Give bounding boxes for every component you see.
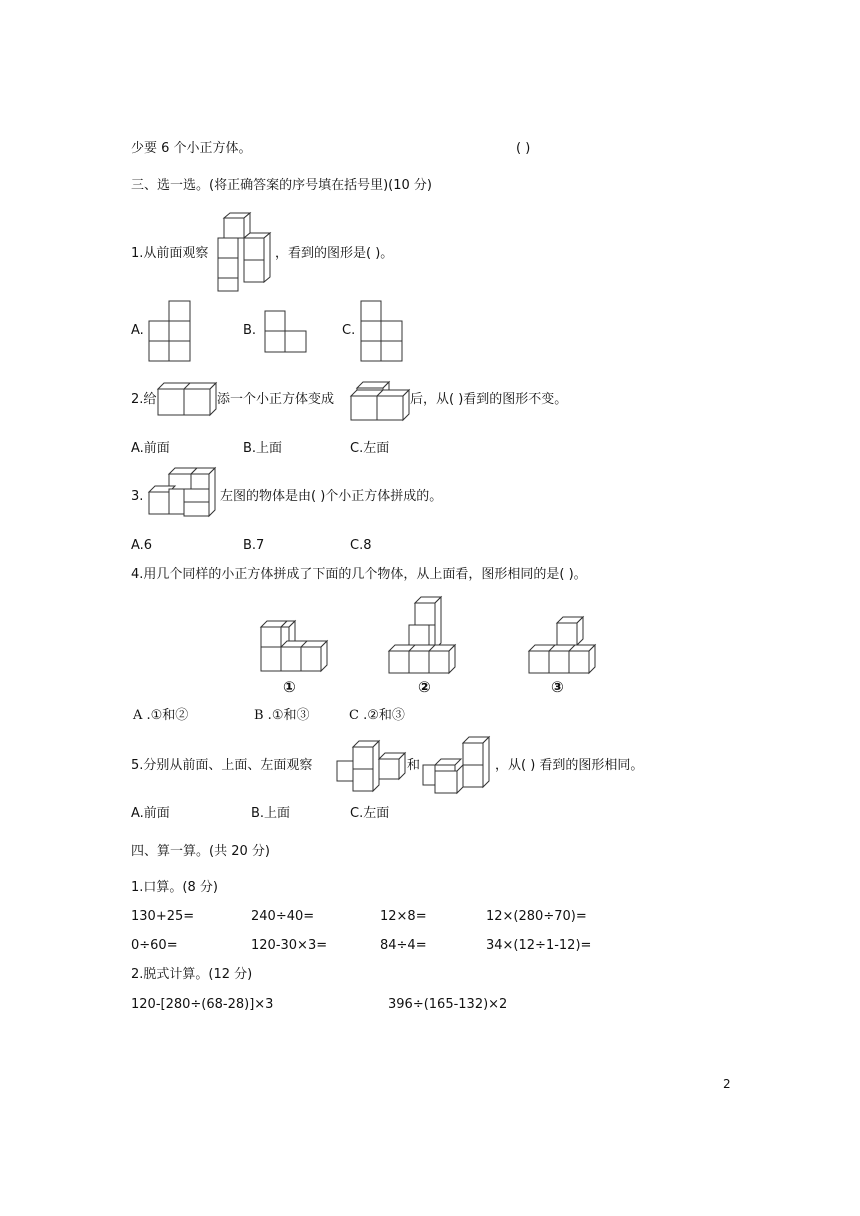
q1-option-b-figure: [264, 310, 308, 354]
q1-text-after: ，看到的图形是( )。: [275, 246, 394, 261]
oral-item: 130+25=: [131, 909, 195, 924]
oral-item: 0÷60=: [131, 938, 178, 953]
q5-figure-1: [336, 738, 410, 794]
oral-item: 240÷40=: [251, 909, 315, 924]
q5-option-a: A.前面: [131, 806, 170, 821]
q1-option-a: A.: [131, 323, 144, 338]
q3-text-after: 左图的物体是由( )个小正方体拼成的。: [220, 489, 443, 504]
q2-three-cube-figure: [350, 380, 412, 422]
oral-item: 12×8=: [380, 909, 427, 924]
q1-option-c-figure: [360, 300, 404, 362]
answer-paren: ( ): [516, 141, 531, 156]
q4-figure-1: [258, 612, 332, 674]
q4-label-2: ②: [418, 678, 431, 696]
q1-option-c: C.: [342, 323, 356, 338]
q4-option-c: C .②和③: [349, 708, 405, 723]
oral-item: 12×(280÷70)=: [486, 909, 587, 924]
q4-option-b: B .①和③: [254, 708, 310, 723]
q3-option-a: A.6: [131, 538, 153, 553]
q2-text-before: 2.给: [131, 392, 157, 407]
q2-option-c: C.左面: [350, 441, 390, 456]
q5-text-before: 5.分别从前面、上面、左面观察: [131, 758, 313, 773]
oral-item: 34×(12÷1-12)=: [486, 938, 592, 953]
q5-text-mid: 和: [407, 758, 421, 773]
q4-text: 4.用几个同样的小正方体拼成了下面的几个物体，从上面看，图形相同的是( )。: [131, 567, 587, 582]
prev-question-text: 少要 6 个小正方体。: [131, 141, 252, 156]
section-3-title: 三、选一选。(将正确答案的序号填在括号里)(10 分): [131, 178, 432, 193]
q4-label-1: ①: [283, 678, 296, 696]
written-calc-item: 396÷(165-132)×2: [388, 997, 508, 1012]
q1-cube-stack-figure: [214, 213, 274, 293]
oral-item: 84÷4=: [380, 938, 427, 953]
q1-option-a-figure: [148, 300, 192, 362]
q4-figure-2: [388, 595, 462, 675]
q3-cube-figure: [146, 465, 220, 523]
q3-option-b: B.7: [243, 538, 265, 553]
q4-option-a: A .①和②: [133, 708, 189, 723]
page-number: 2: [723, 1077, 731, 1091]
q3-text-before: 3.: [131, 489, 144, 504]
q2-option-a: A.前面: [131, 441, 170, 456]
q5-figure-2: [422, 735, 496, 795]
q4-figure-3: [528, 615, 602, 675]
q1-text-before: 1.从前面观察: [131, 246, 209, 261]
q2-two-cube-figure: [157, 380, 219, 418]
q5-option-c: C.左面: [350, 806, 390, 821]
q3-option-c: C.8: [350, 538, 372, 553]
q2-text-mid: 添一个小正方体变成: [217, 392, 335, 407]
q5-option-b: B.上面: [251, 806, 291, 821]
q2-option-b: B.上面: [243, 441, 283, 456]
oral-item: 120-30×3=: [251, 938, 328, 953]
section-4-title: 四、算一算。(共 20 分): [131, 844, 270, 859]
q5-text-after: ，从( ) 看到的图形相同。: [495, 758, 644, 773]
written-calc-title: 2.脱式计算。(12 分): [131, 967, 253, 982]
q1-option-b: B.: [243, 323, 257, 338]
oral-calc-title: 1.口算。(8 分): [131, 880, 218, 895]
q2-text-after: 后，从( )看到的图形不变。: [410, 392, 568, 407]
q4-label-3: ③: [551, 678, 564, 696]
written-calc-item: 120-[280÷(68-28)]×3: [131, 997, 274, 1012]
